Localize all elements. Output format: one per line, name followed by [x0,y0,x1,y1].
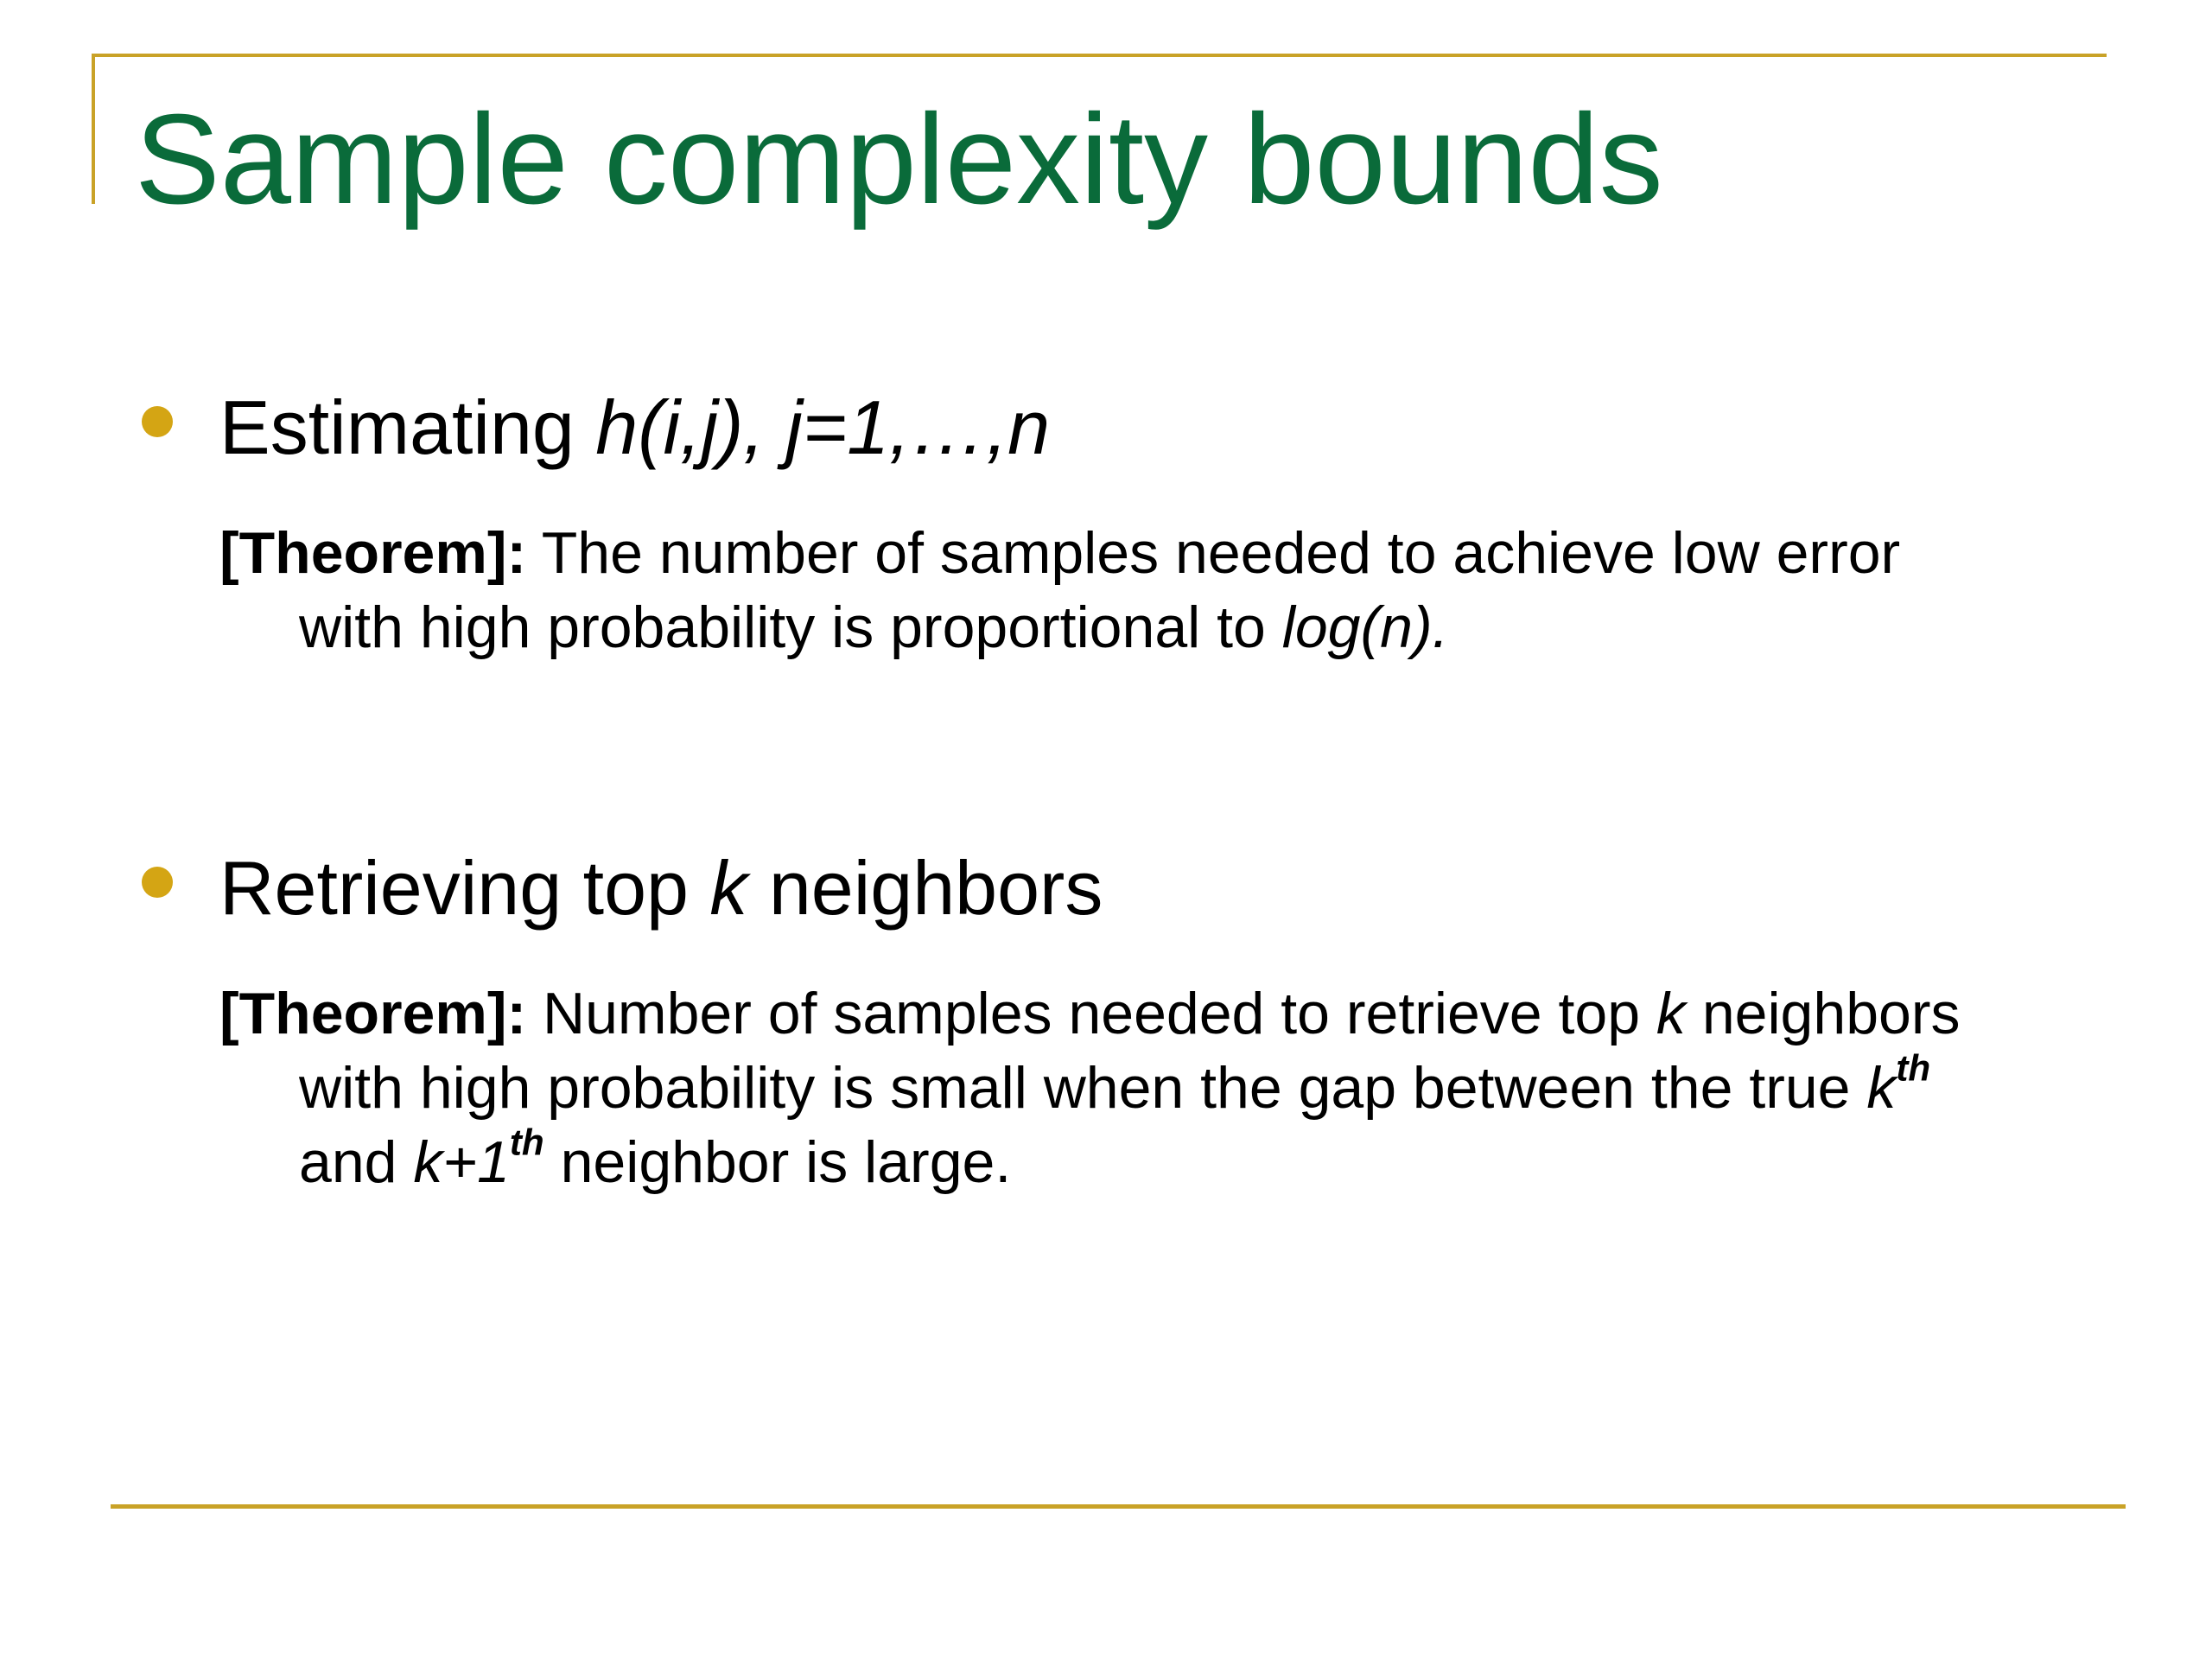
theorem-text: with high probability is proportional to [299,594,1282,660]
bullet-text [219,382,1050,474]
slide-title: Sample complexity bounds [135,88,1663,231]
theorem-math: k [1656,981,1686,1046]
bullet-text [219,842,1103,934]
theorem-1-line-2 [219,590,2120,664]
theorem-2-line-2 [219,1047,2120,1125]
left-rule [92,54,95,204]
theorem-text: Number of samples needed to retrieve top [526,981,1656,1046]
bullet-text-plain: Retrieving top [219,845,710,931]
theorem-1 [219,516,2120,664]
theorem-text: The number of samples needed to achieve low error [526,520,1901,586]
theorem-text: with high probability is small when the gap between the true [299,1055,1867,1121]
bullet-text-plain: neighbors [747,845,1103,931]
bottom-rule [111,1504,2126,1509]
theorem-text: neighbors [1685,981,1961,1046]
theorem-2-line-1 [219,976,2120,1051]
theorem-superscript: th [1896,1047,1931,1089]
bullet-dot-icon [142,406,173,437]
top-rule [92,54,2107,57]
theorem-math: log(n). [1281,594,1449,660]
bullet-text-math: k [709,845,748,931]
bullet-text-plain: Estimating [219,385,596,470]
theorem-math: k+1 [413,1129,510,1195]
theorem-label: [Theorem]: [219,981,527,1046]
theorem-2-line-3 [219,1122,2120,1199]
theorem-superscript: th [509,1122,544,1163]
theorem-2 [219,976,2120,1199]
bullet-dot-icon [142,867,173,898]
theorem-math: k [1866,1055,1897,1121]
bullet-text-math: h(i,j), j=1,…,n [595,385,1051,470]
theorem-text: and [299,1129,414,1195]
theorem-label: [Theorem]: [219,520,527,586]
theorem-text: neighbor is large. [543,1129,1012,1195]
theorem-1-line-1 [219,516,2120,590]
